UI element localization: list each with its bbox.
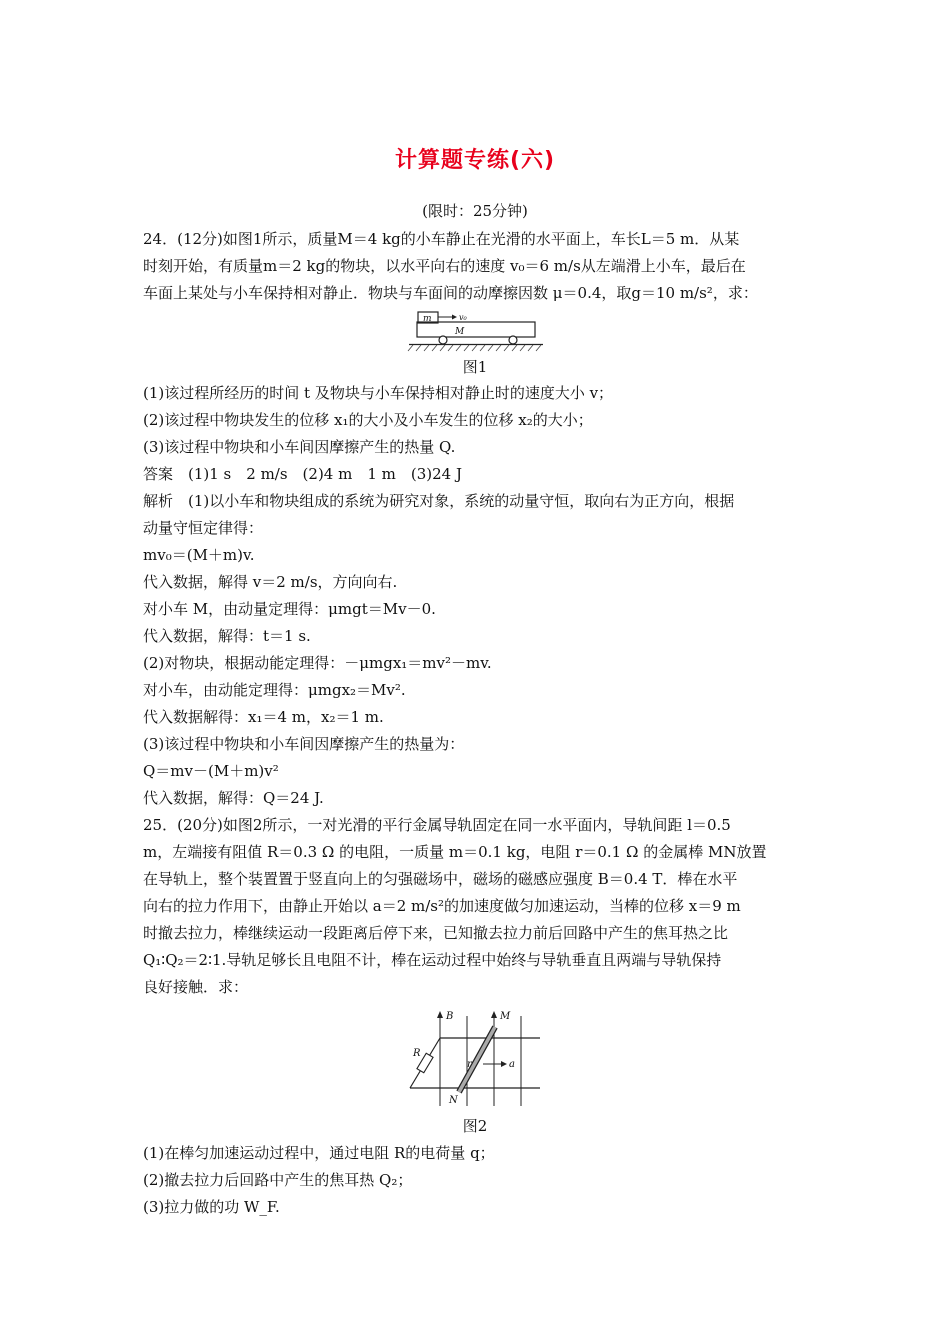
q25-question: (3)拉力做的功 W_F. bbox=[143, 1198, 280, 1216]
q25-text-line: m，左端接有阻值 R＝0.3 Ω 的电阻，一质量 m＝0.1 kg，电阻 r＝0.1 Ω 的金属棒 MN放置 bbox=[143, 843, 767, 861]
q24-analysis-line: (2)对物块，根据动能定理得：－μmgx₁＝mv²－mv. bbox=[143, 654, 492, 672]
q24-analysis-line: 解析 (1)以小车和物块组成的系统为研究对象，系统的动量守恒，取向右为正方向，根据 bbox=[143, 492, 735, 510]
q24-analysis-line: Q＝mv－(M＋m)v² bbox=[143, 762, 279, 780]
q24-text-line: 车面上某处与小车保持相对静止．物块与车面间的动摩擦因数 μ＝0.4，取g＝10 m/s²，求： bbox=[143, 284, 758, 302]
label-N: N bbox=[449, 1095, 458, 1106]
q24-analysis-line: 代入数据，解得：t＝1 s. bbox=[143, 627, 311, 645]
label-r: r bbox=[467, 1059, 472, 1070]
velocity-arrow bbox=[452, 315, 457, 320]
figure-2-rail-diagram bbox=[405, 1010, 550, 1112]
q24-analysis-line: mv₀＝(M＋m)v. bbox=[143, 546, 255, 564]
q24-question: (1)该过程所经历的时间 t 及物块与小车保持相对静止时的速度大小 v； bbox=[143, 384, 614, 402]
q25-text-line: Q₁∶Q₂＝2∶1.导轨足够长且电阻不计，棒在运动过程中始终与导轨垂直且两端与导轨保持 bbox=[143, 951, 722, 969]
q24-answer: 答案 (1)1 s 2 m/s (2)4 m 1 m (3)24 J bbox=[143, 465, 462, 483]
q25-text-line: 时撤去拉力，棒继续运动一段距离后停下来，已知撤去拉力前后回路中产生的焦耳热之比 bbox=[143, 924, 729, 942]
q25-text-line: 向右的拉力作用下，由静止开始以 a＝2 m/s²的加速度做匀加速运动，当棒的位移 x＝9 m bbox=[143, 897, 741, 915]
q24-question: (3)该过程中物块和小车间因摩擦产生的热量 Q. bbox=[143, 438, 456, 456]
q25-text-line: 25．(20分)如图2所示，一对光滑的平行金属导轨固定在同一水平面内，导轨间距 l＝0.5 bbox=[143, 816, 731, 834]
label-M: M bbox=[500, 1011, 511, 1022]
q25-text-line: 在导轨上，整个装置置于竖直向上的匀强磁场中，磁场的磁感应强度 B＝0.4 T．棒在水平 bbox=[143, 870, 738, 888]
q24-text-line: 时刻开始，有质量m＝2 kg的物块，以水平向右的速度 v₀＝6 m/s从左端滑上小车，最后在 bbox=[143, 257, 746, 275]
ground-hatch bbox=[408, 345, 541, 351]
q24-analysis-line: 代入数据，解得 v＝2 m/s，方向向右. bbox=[143, 573, 398, 591]
q24-text-line: 24．(12分)如图1所示，质量M＝4 kg的小车静止在光滑的水平面上，车长L＝5 m．从某 bbox=[143, 230, 740, 248]
q25-question: (1)在棒匀加速运动过程中，通过电阻 R的电荷量 q； bbox=[143, 1144, 495, 1162]
label-v0: v₀ bbox=[459, 313, 467, 322]
q24-question: (2)该过程中物块发生的位移 x₁的大小及小车发生的位移 x₂的大小； bbox=[143, 411, 593, 429]
label-m: m bbox=[423, 314, 432, 324]
label-R: R bbox=[413, 1048, 421, 1059]
figure-1-cart-diagram bbox=[405, 310, 545, 354]
wheel bbox=[439, 336, 447, 344]
q24-analysis-line: 对小车，由动能定理得：μmgx₂＝Mv². bbox=[143, 681, 406, 699]
time-limit: (限时：25分钟) bbox=[422, 202, 528, 220]
cart-body bbox=[417, 322, 535, 337]
page-title: 计算题专练(六) bbox=[394, 148, 556, 173]
label-B: B bbox=[446, 1011, 454, 1022]
q24-analysis-line: (3)该过程中物块和小车间因摩擦产生的热量为： bbox=[143, 735, 465, 753]
q25-question: (2)撤去拉力后回路中产生的焦耳热 Q₂； bbox=[143, 1171, 413, 1189]
q25-text-line: 良好接触．求： bbox=[143, 978, 249, 996]
label-a: a bbox=[509, 1059, 515, 1070]
q24-analysis-line: 动量守恒定律得： bbox=[143, 519, 264, 537]
label-M: M bbox=[455, 327, 465, 337]
q24-analysis-line: 对小车 M，由动量定理得：μmgt＝Mv－0. bbox=[143, 600, 436, 618]
q24-analysis-line: 代入数据，解得：Q＝24 J. bbox=[143, 789, 324, 807]
q24-analysis-line: 代入数据解得：x₁＝4 m，x₂＝1 m. bbox=[143, 708, 384, 726]
figure-1-caption: 图1 bbox=[462, 358, 488, 376]
figure-2-caption: 图2 bbox=[462, 1117, 488, 1135]
wheel bbox=[509, 336, 517, 344]
